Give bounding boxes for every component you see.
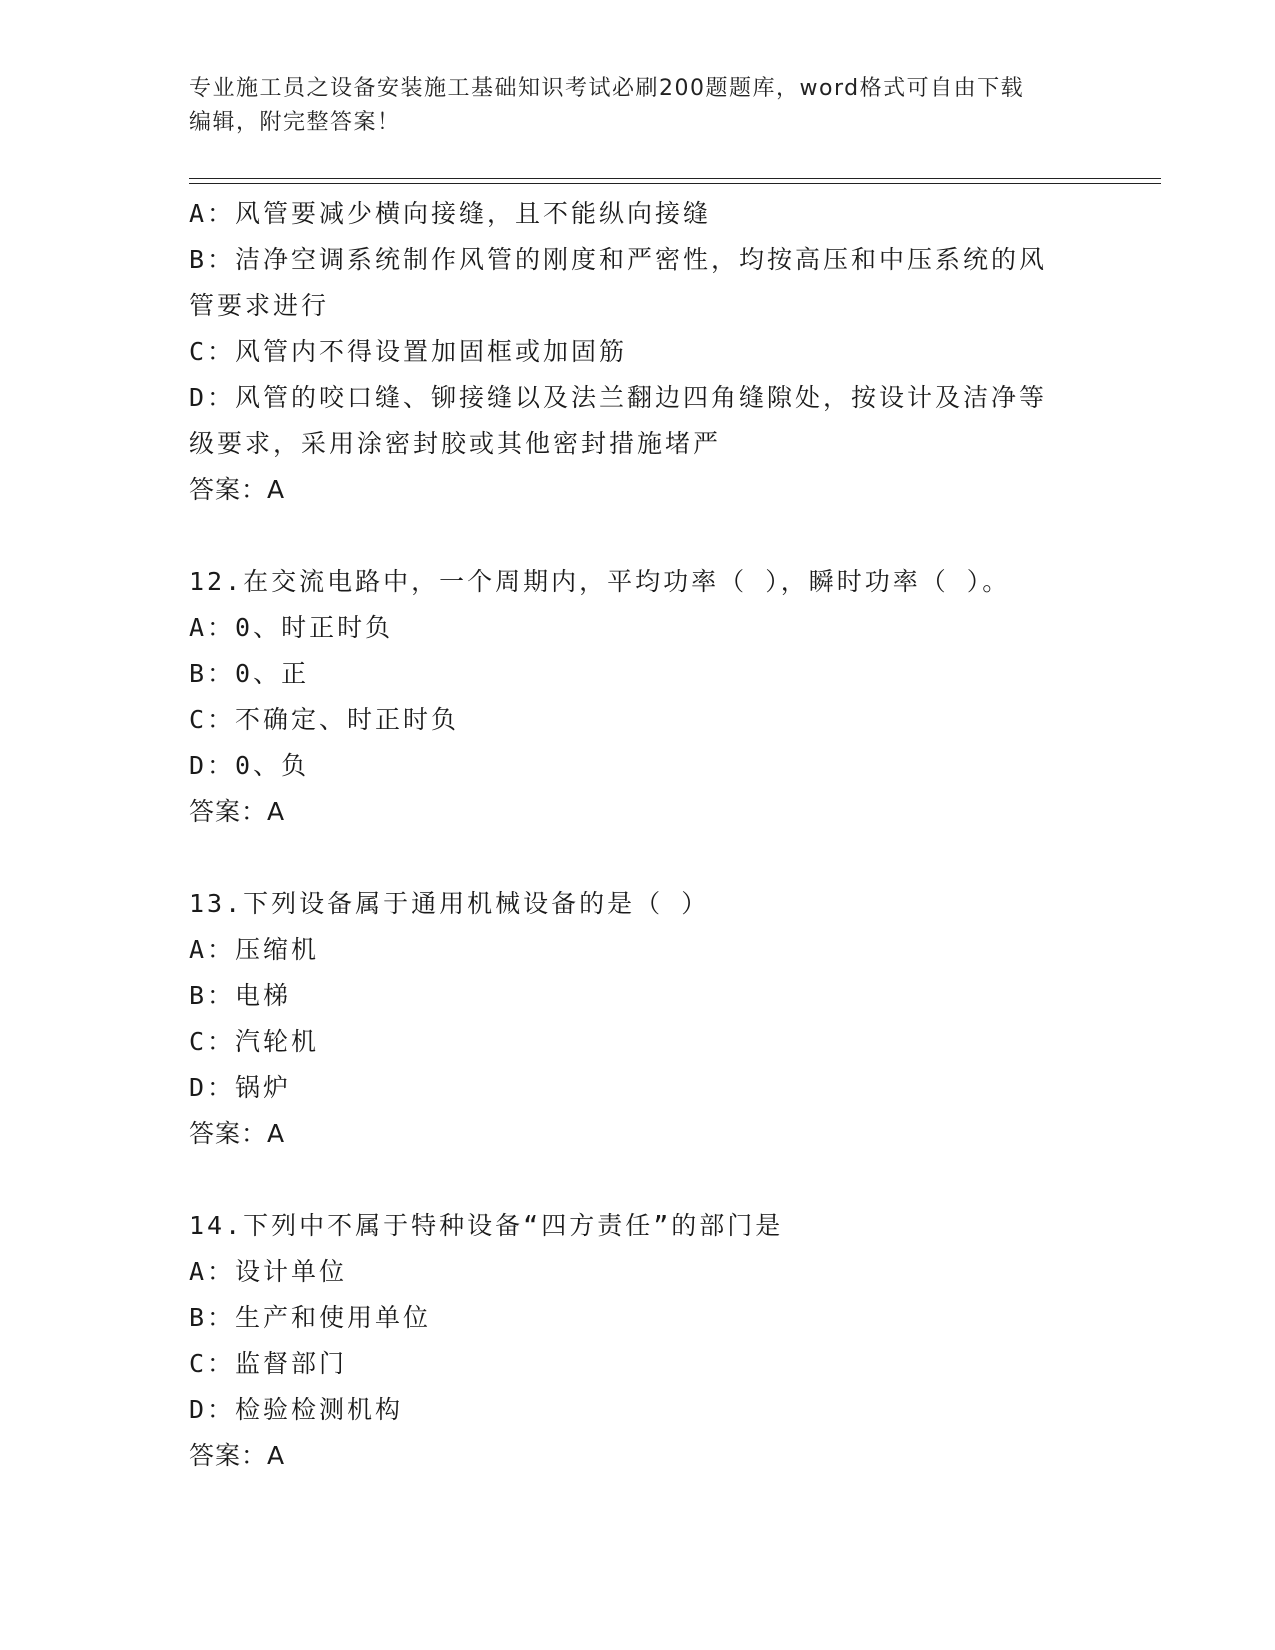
q11-option-a: A：风管要减少横向接缝，且不能纵向接缝 xyxy=(189,199,712,228)
q13-option-a: A：压缩机 xyxy=(189,935,320,964)
q14-option-b: B：生产和使用单位 xyxy=(189,1303,432,1332)
header-divider-top xyxy=(189,178,1161,179)
q11-option-b-line1: B：洁净空调系统制作风管的刚度和严密性，均按高压和中压系统的风 xyxy=(189,245,1048,274)
q14-answer: 答案：A xyxy=(189,1441,286,1470)
q12-answer: 答案：A xyxy=(189,797,286,826)
q14-option-c: C：监督部门 xyxy=(189,1349,348,1378)
q13-question: 13.下列设备属于通用机械设备的是（ ） xyxy=(189,889,710,918)
question-13 xyxy=(189,881,1089,1157)
spacer xyxy=(189,835,1089,881)
question-14 xyxy=(189,1203,1089,1479)
q14-question: 14.下列中不属于特种设备“四方责任”的部门是 xyxy=(189,1211,784,1240)
q13-option-d: D：锅炉 xyxy=(189,1073,292,1102)
q13-option-b: B：电梯 xyxy=(189,981,292,1010)
q12-question: 12.在交流电路中，一个周期内，平均功率（ ），瞬时功率（ ）。 xyxy=(189,567,1011,596)
header-title-line2: 编辑，附完整答案！ xyxy=(189,110,401,135)
q11-answer: 答案：A xyxy=(189,475,286,504)
question-12 xyxy=(189,559,1089,835)
q12-option-b: B：0、正 xyxy=(189,659,310,688)
q14-option-d: D：检验检测机构 xyxy=(189,1395,404,1424)
header-divider-bottom xyxy=(189,183,1161,184)
spacer xyxy=(189,513,1089,559)
q12-option-c: C：不确定、时正时负 xyxy=(189,705,460,734)
q11-option-d-line1: D：风管的咬口缝、铆接缝以及法兰翻边四角缝隙处，按设计及洁净等 xyxy=(189,383,1048,412)
q12-option-a: A：0、时正时负 xyxy=(189,613,394,642)
q11-option-c: C：风管内不得设置加固框或加固筋 xyxy=(189,337,628,366)
q13-answer: 答案：A xyxy=(189,1119,286,1148)
q14-option-a: A：设计单位 xyxy=(189,1257,348,1286)
q11-option-d-line2: 级要求，采用涂密封胶或其他密封措施堵严 xyxy=(189,429,722,458)
spacer xyxy=(189,1157,1089,1203)
header-title-line1: 专业施工员之设备安装施工基础知识考试必刷200题题库，word格式可自由下载 xyxy=(189,76,1025,101)
q13-option-c: C：汽轮机 xyxy=(189,1027,320,1056)
q12-option-d: D：0、负 xyxy=(189,751,310,780)
question-list xyxy=(189,191,1089,1479)
q11-option-b-line2: 管要求进行 xyxy=(189,291,330,320)
document-header xyxy=(189,72,1089,140)
question-11 xyxy=(189,191,1089,513)
